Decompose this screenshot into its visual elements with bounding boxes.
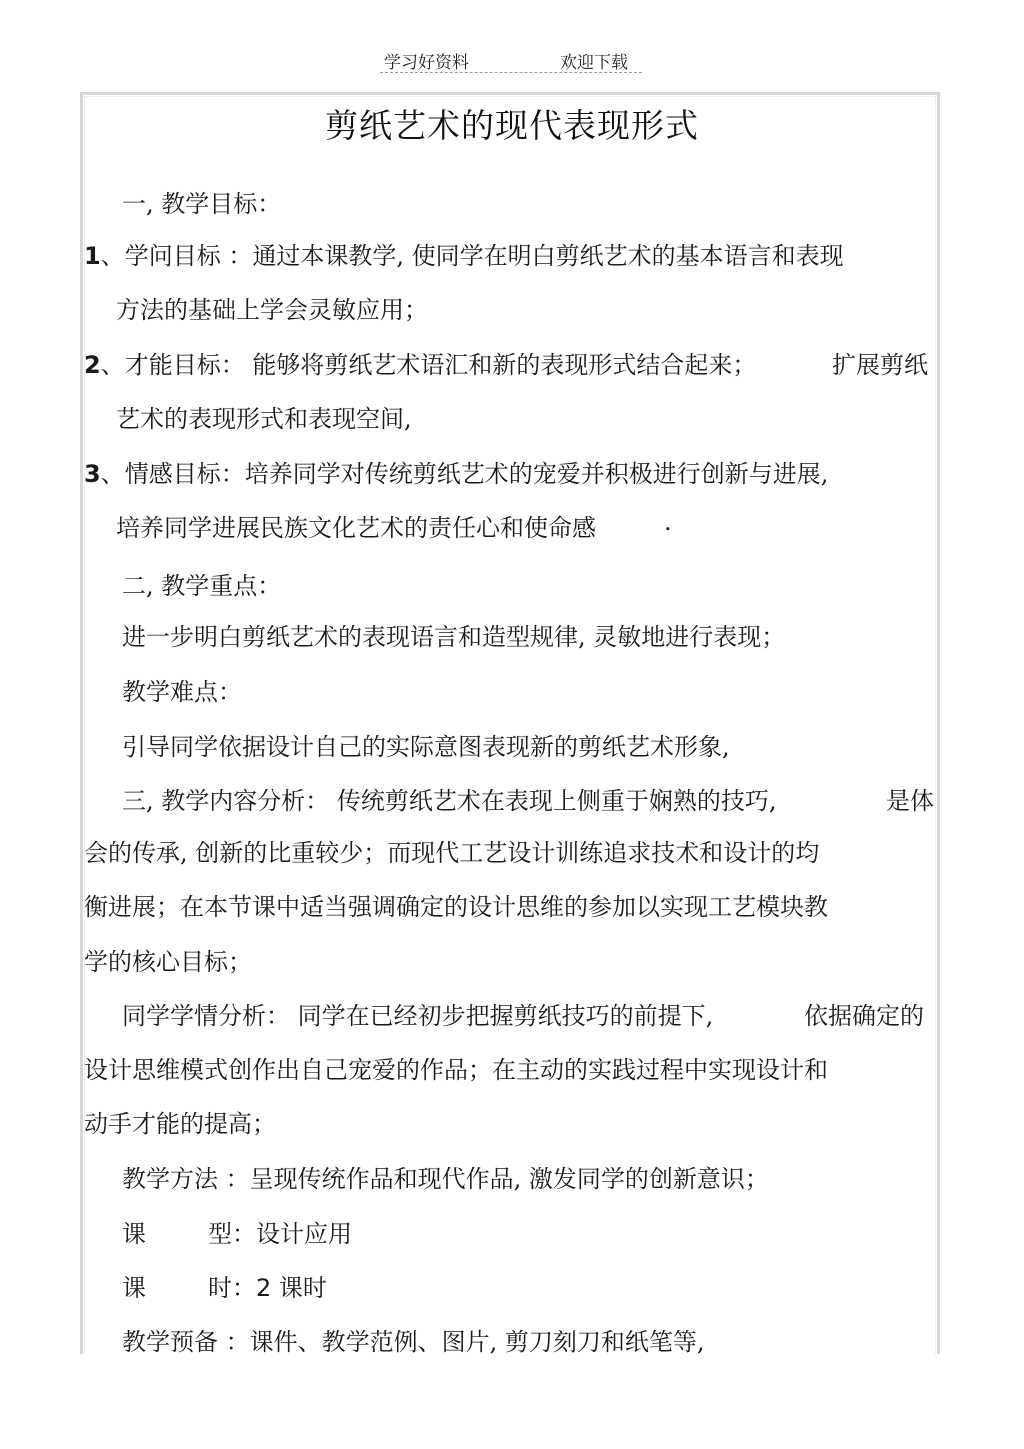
student-analysis-line-3: 动手才能的提高；	[84, 1110, 276, 1138]
difficulty-heading: 教学难点：	[122, 678, 242, 706]
student-analysis-line-1-tail: 依据确定的	[804, 1002, 924, 1030]
document-title: 剪纸艺术的现代表现形式	[325, 106, 699, 145]
lesson-type-label: 课	[122, 1220, 146, 1248]
goal-2-text: 、才能目标： 能够将剪纸艺术语汇和新的表现形式结合起来；	[100, 351, 757, 379]
section-3-line-1: 三, 教学内容分析： 传统剪纸艺术在表现上侧重于娴熟的技巧,	[122, 787, 777, 815]
difficulty-body: 引导同学依据设计自己的实际意图表现新的剪纸艺术形象,	[122, 733, 730, 761]
lesson-hours-unit: 课时	[278, 1274, 327, 1302]
goal-3-text: 、情感目标：培养同学对传统剪纸艺术的宠爱并积极进行创新与进展,	[100, 460, 829, 488]
goal-3-line-1	[84, 454, 828, 489]
student-analysis-line-1: 同学学情分析： 同学在已经初步把握剪纸技巧的前提下,	[122, 1002, 714, 1030]
header-left-text: 学习好资料	[384, 53, 469, 73]
goal-1-line-2: 方法的基础上学会灵敏应用；	[116, 296, 428, 324]
lesson-hours-label: 课	[122, 1274, 146, 1302]
section-1-heading: 一, 教学目标：	[122, 190, 282, 218]
page-header	[380, 44, 642, 73]
section-3-line-2: 会的传承, 创新的比重较少；而现代工艺设计训练追求技术和设计的均	[84, 839, 820, 867]
goal-2-line-1-tail: 扩展剪纸	[832, 351, 928, 379]
goal-1-number: 1	[84, 242, 101, 270]
goal-2-line-1	[84, 345, 756, 380]
goal-2-number: 2	[84, 351, 101, 379]
lesson-hours-number: 2	[256, 1274, 272, 1302]
teaching-method: 教学方法 ：呈现传统作品和现代作品, 激发同学的创新意识；	[122, 1165, 769, 1193]
section-2-heading: 二, 教学重点：	[122, 572, 282, 600]
goal-3-number: 3	[84, 460, 101, 488]
goal-1-line-1	[84, 236, 844, 271]
lesson-type-value: 型：设计应用	[208, 1220, 352, 1248]
section-3-line-4: 学的核心目标；	[84, 948, 252, 976]
goal-1-text: 、学问目标 ：通过本课教学, 使同学在明白剪纸艺术的基本语言和表现	[100, 242, 844, 270]
section-3-line-1-tail: 是体	[886, 787, 934, 815]
section-2-body: 进一步明白剪纸艺术的表现语言和造型规律, 灵敏地进行表现；	[122, 623, 786, 651]
goal-3-line-2-tail: .	[664, 508, 672, 536]
lesson-hours-value	[208, 1268, 327, 1303]
student-analysis-line-2: 设计思维模式创作出自己宠爱的作品；在主动的实践过程中实现设计和	[84, 1056, 828, 1084]
lesson-hours-prefix: 时：	[208, 1274, 256, 1302]
header-right-text: 欢迎下载	[560, 53, 628, 73]
goal-3-line-2: 培养同学进展民族文化艺术的责任心和使命感	[116, 514, 596, 542]
teaching-preparation: 教学预备 ：课件、教学范例、图片, 剪刀刻刀和纸笔等,	[122, 1328, 705, 1356]
goal-2-line-2: 艺术的表现形式和表现空间,	[116, 405, 412, 433]
section-3-line-3: 衡进展；在本节课中适当强调确定的设计思维的参加以实现工艺模块教	[84, 893, 828, 921]
